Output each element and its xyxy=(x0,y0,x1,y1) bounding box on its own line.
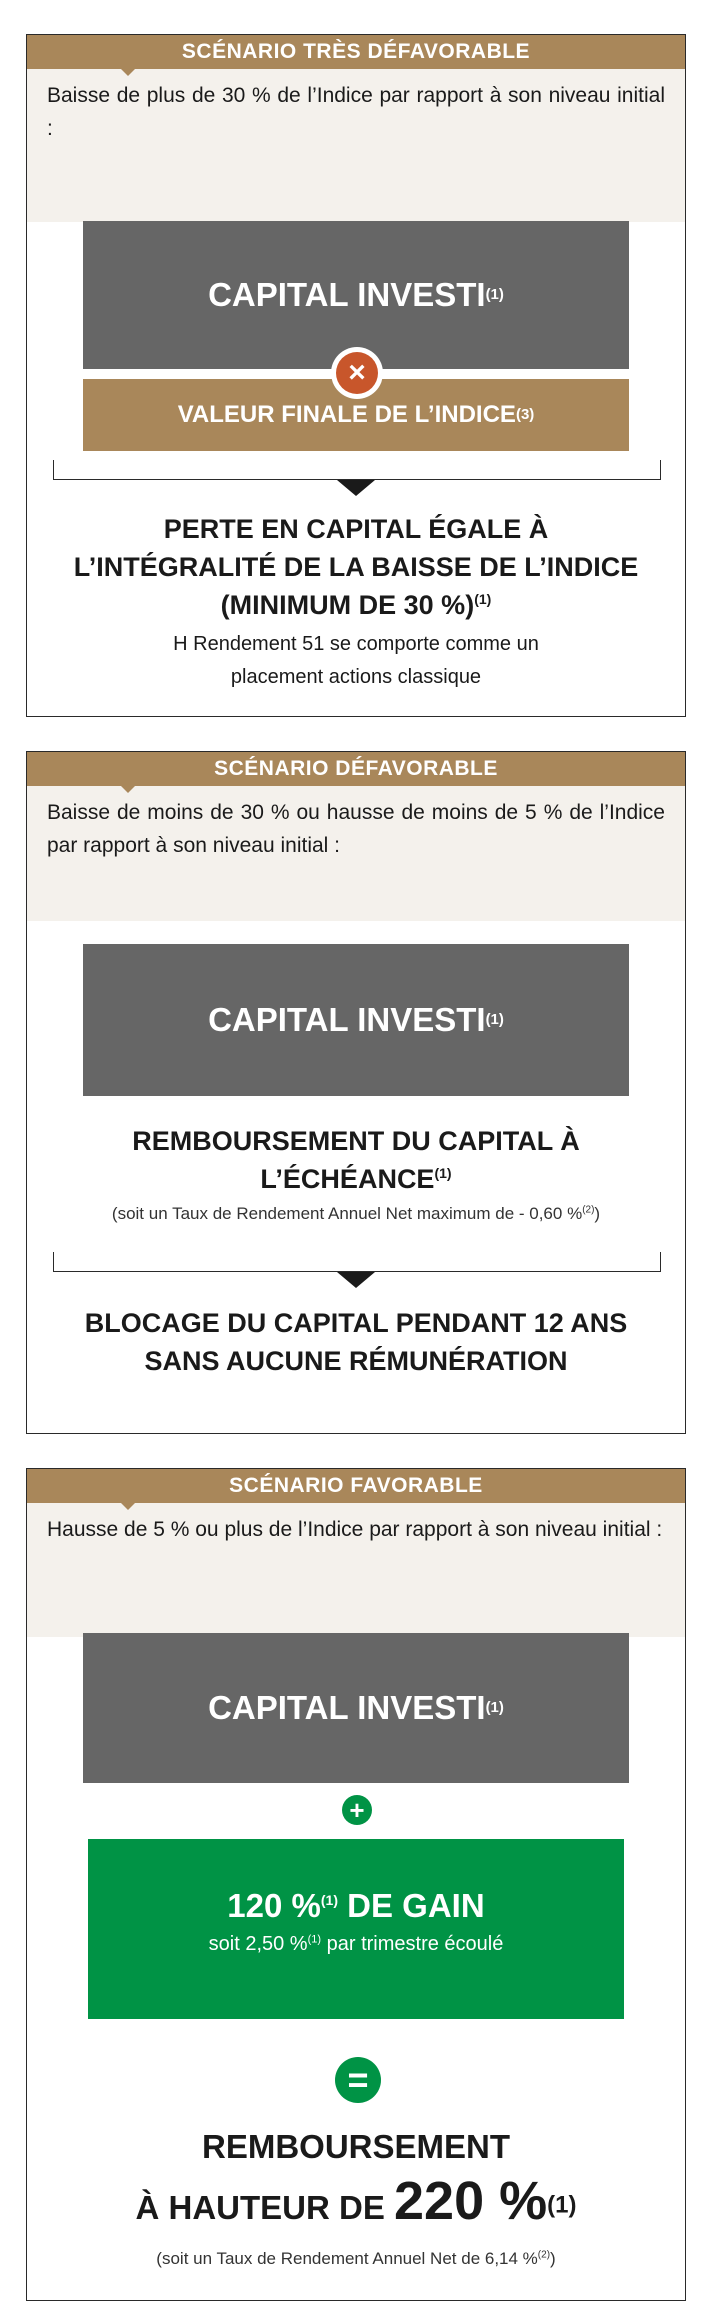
capital-invested-box: CAPITAL INVESTI (1) xyxy=(83,944,629,1096)
result-line-with-ref xyxy=(27,586,685,624)
multiply-symbol: × xyxy=(348,356,366,389)
footnote-ref: (1) xyxy=(474,591,492,607)
result-line: L’ÉCHÉANCE xyxy=(260,1164,435,1194)
gain-main xyxy=(88,1887,624,1925)
result-line-2 xyxy=(27,2171,685,2245)
gain-sub-value: soit 2,50 % xyxy=(208,1933,308,1955)
result-line: L’INTÉGRALITÉ DE LA BAISSE DE L’INDICE xyxy=(73,552,639,582)
result-note xyxy=(27,628,685,694)
result-arrow xyxy=(337,1272,375,1288)
scenario-intro-text: Hausse de 5 % ou plus de l’Indice par rapport à son niveau initial : xyxy=(47,1518,663,1541)
result-bracket xyxy=(53,1252,661,1272)
final-line: SANS AUCUNE RÉMUNÉRATION xyxy=(144,1346,568,1376)
header-notch xyxy=(121,1503,135,1510)
capital-invested-label: CAPITAL INVESTI xyxy=(208,276,486,313)
scenario-card-very-unfavorable xyxy=(26,34,686,717)
footnote-ref: (1) xyxy=(307,1933,322,1946)
capital-invested-box: CAPITAL INVESTI (1) xyxy=(83,221,629,369)
footnote-ref: (1) xyxy=(320,1892,338,1908)
result-line: REMBOURSEMENT xyxy=(201,2128,510,2165)
scenario-intro xyxy=(27,1503,685,1637)
result-text xyxy=(27,510,685,624)
plus-symbol: + xyxy=(349,1795,365,1825)
footnote-ref: (2) xyxy=(582,1204,595,1216)
scenario-header-label: SCÉNARIO TRÈS DÉFAVORABLE xyxy=(181,40,531,63)
gain-sub-label: par trimestre écoulé xyxy=(321,1933,504,1955)
result-big-value: 220 % xyxy=(394,2171,548,2231)
capital-invested-box: CAPITAL INVESTI (1) xyxy=(83,1633,629,1783)
capital-invested-label: CAPITAL INVESTI xyxy=(208,1689,486,1726)
result-line: REMBOURSEMENT DU CAPITAL À xyxy=(132,1126,580,1156)
equals-symbol: = xyxy=(347,2059,369,2100)
scenario-card-unfavorable xyxy=(26,751,686,1434)
scenario-header-label: SCÉNARIO FAVORABLE xyxy=(229,1474,483,1497)
scenario-header-label: SCÉNARIO DÉFAVORABLE xyxy=(214,757,498,780)
result-bracket xyxy=(53,460,661,480)
scenario-header xyxy=(27,1469,685,1503)
footnote-ref: (1) xyxy=(547,2191,577,2219)
result-line: PERTE EN CAPITAL ÉGALE À xyxy=(163,514,549,544)
gain-sub xyxy=(88,1933,624,1956)
scenario-intro-text: Baisse de moins de 30 % ou hausse de moins de 5 % de l’Indice par rapport à son niveau initial : xyxy=(47,801,665,857)
note-line: placement actions classique xyxy=(230,666,482,688)
equals-icon xyxy=(335,2057,381,2103)
result-arrow xyxy=(337,480,375,496)
final-line: BLOCAGE DU CAPITAL PENDANT 12 ANS xyxy=(84,1308,628,1338)
rate-note-close: ) xyxy=(594,1204,601,1223)
rate-note xyxy=(27,1204,685,1224)
rate-note xyxy=(27,2249,685,2269)
result-line-with-ref xyxy=(27,1160,685,1198)
scenario-header xyxy=(27,752,685,786)
scenario-intro xyxy=(27,786,685,921)
scenario-header xyxy=(27,35,685,69)
result-text xyxy=(27,2125,685,2245)
multiply-icon-inner xyxy=(336,352,378,394)
index-final-value-box: VALEUR FINALE DE L’INDICE (3) xyxy=(83,379,629,451)
header-notch xyxy=(121,69,135,76)
rate-note-text: (soit un Taux de Rendement Annuel Net de 6,14 % xyxy=(156,2249,538,2268)
gain-value: 120 % xyxy=(227,1887,321,1924)
final-text xyxy=(27,1304,685,1380)
footnote-ref: (1) xyxy=(434,1165,452,1181)
header-notch xyxy=(121,786,135,793)
footnote-ref: (2) xyxy=(537,2249,551,2261)
multiply-icon xyxy=(331,347,383,399)
index-final-value-label: VALEUR FINALE DE L’INDICE xyxy=(177,401,516,428)
gain-box xyxy=(88,1839,624,2019)
result-prefix: À HAUTEUR DE xyxy=(135,2189,395,2226)
rate-note-close: ) xyxy=(550,2249,556,2268)
scenario-intro xyxy=(27,69,685,222)
scenario-intro-text: Baisse de plus de 30 % de l’Indice par rapport à son niveau initial : xyxy=(47,84,665,140)
scenario-card-favorable xyxy=(26,1468,686,2301)
capital-invested-label: CAPITAL INVESTI xyxy=(208,1001,486,1038)
result-line: (MINIMUM DE 30 %) xyxy=(220,590,475,620)
plus-icon xyxy=(342,1795,372,1825)
result-text xyxy=(27,1122,685,1198)
gain-label: DE GAIN xyxy=(338,1887,485,1924)
note-line: H Rendement 51 se comporte comme un xyxy=(173,633,539,655)
rate-note-text: (soit un Taux de Rendement Annuel Net maximum de - 0,60 % xyxy=(111,1204,583,1223)
